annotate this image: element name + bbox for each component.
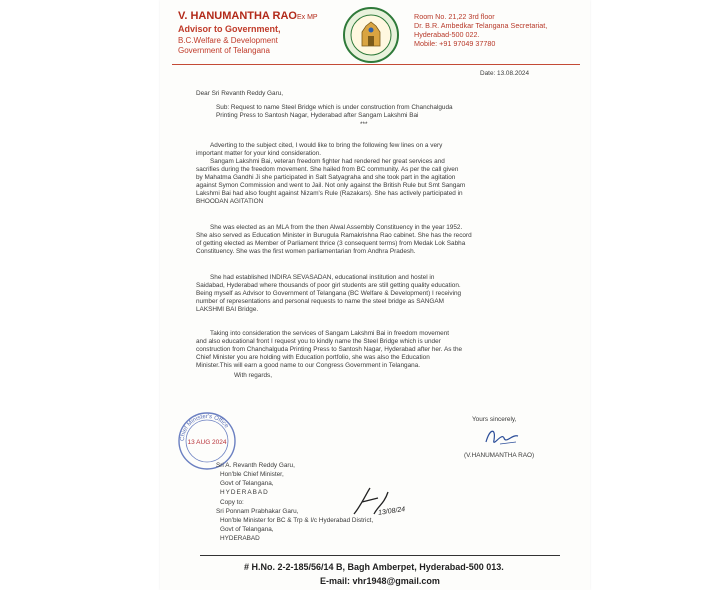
p3-line-4: number of representations and personal requests to name the steel bridge as SANGAM xyxy=(196,298,444,305)
subject-separator: *** xyxy=(360,121,368,128)
stamp-text: Chief Minister's Office xyxy=(179,413,230,442)
to-line-2: Hon'ble Chief Minister, xyxy=(220,471,284,478)
footer-email: E-mail: vhr1948@gmail.com xyxy=(320,576,440,586)
header-divider xyxy=(172,64,580,65)
to-line-4: HYDERABAD xyxy=(220,489,269,496)
p1-line-4: sacrifies during the freedom movement. She hailed from BC community. As per the call given xyxy=(196,166,459,173)
subject-line-1: Sub: Request to name Steel Bridge which is under construction from Chanchalguda xyxy=(216,104,453,111)
salutation: Dear Sri Revanth Reddy Garu, xyxy=(196,90,284,97)
p3-line-5: LAKSHMI BAI Bridge. xyxy=(196,306,259,313)
footer-divider xyxy=(200,555,560,556)
p4-line-5: Minister.This will earn a good name to our Congress Government in Telangana. xyxy=(196,362,421,369)
address-line-4: Mobile: +91 97049 37780 xyxy=(414,39,496,48)
address-line-3: Hyderabad-500 022. xyxy=(414,30,480,39)
p1-line-5: by Mahatma Gandhi Ji she participated in Salt Satyagraha and she took part in the agitation xyxy=(196,174,456,181)
to-line-1: Sri A. Revanth Reddy Garu, xyxy=(216,462,295,469)
sender-name-text: V. HANUMANTHA RAO xyxy=(178,10,297,22)
p1-line-7: Lakshmi Bai had also fought against Nizam's Rule (Razakars). She has actively participated in xyxy=(196,190,463,197)
p1-line-1: Adverting to the subject cited, I would like to bring the following few lines on a very xyxy=(210,142,443,149)
address-line-1: Room No. 21,22 3rd floor xyxy=(414,12,495,21)
stamp-date: 13 AUG 2024 xyxy=(187,439,227,446)
copy-line-2: Hon'ble Minister for BC & Trp & I/c Hyderabad District, xyxy=(220,517,374,524)
p2-line-1: She was elected as an MLA from the then Alwal Assembly Constituency in the year 1952. xyxy=(210,224,463,231)
sender-name xyxy=(178,10,318,22)
p1-line-2: important matter for your kind consideration. xyxy=(196,150,322,157)
telangana-emblem xyxy=(342,6,400,64)
footer-address: # H.No. 2-2-185/56/14 B, Bagh Amberpet, Hyderabad-500 013. xyxy=(244,562,504,572)
p1-line-6: against Symon Commission and went to Jail. Not only against the British Rule but Smt Sangam xyxy=(196,182,466,189)
p3-line-2: Saidabad, Hyderabad where thousands of poor girl students are still getting quality education. xyxy=(196,282,461,289)
p4-line-2: and also educational front I request you to kindly name the Steel Bridge which is under xyxy=(196,338,441,345)
p2-line-3: of getting elected as Member of Parliament thrice (3 consequent terms) from Medak Lok Sabha xyxy=(196,240,466,247)
signature-image xyxy=(482,424,522,450)
p3-line-1: She had established INDIRA SEVASADAN, educational institution and hostel in xyxy=(210,274,435,281)
p4-line-3: construction from Chanchalguda Printing Press to Santosh Nagar, Hyderabad after her. As the xyxy=(196,346,463,353)
p3-line-3: Being myself as Advisor to Government of Telangana (BC Welfare & Development) I receiving xyxy=(196,290,462,297)
letter-date: Date: 13.08.2024 xyxy=(480,70,530,77)
sender-name-suffix: Ex MP xyxy=(296,14,318,21)
handwritten-date: 13/08/24 xyxy=(377,506,406,517)
address-line-2: Dr. B.R. Ambedkar Telangana Secretariat, xyxy=(414,21,548,30)
sender-title-1: Advisor to Government, xyxy=(178,24,281,34)
letter-page xyxy=(160,0,590,590)
sender-title-3: Government of Telangana xyxy=(178,46,270,55)
p1-line-8: BHOODAN AGITATION xyxy=(196,198,264,205)
p2-line-4: Constituency. She was the first women parliamentarian from Andhra Pradesh. xyxy=(196,248,416,255)
copy-line-4: HYDERABAD xyxy=(220,535,260,542)
copy-label: Copy to: xyxy=(220,499,244,506)
signatory-name: (V.HANUMANTHA RAO) xyxy=(464,452,535,459)
p1-line-3: Sangam Lakshmi Bai, veteran freedom fighter had rendered her great services and xyxy=(210,158,445,165)
closing: With regards, xyxy=(234,372,273,379)
p4-line-4: Chief Minister you are holding with Education portfolio, she was also the Education xyxy=(196,354,430,361)
p2-line-2: She also served as Education Minister in Burugula Ramakrishna Rao cabinet. She has the record xyxy=(196,232,472,239)
yours-sincerely: Yours sincerely, xyxy=(472,416,517,423)
p4-line-1: Taking into consideration the services of Sangam Lakshmi Bai in freedom movement xyxy=(210,330,450,337)
subject-line-2: Printing Press to Santosh Nagar, Hyderabad after Sangam Lakshmi Bai xyxy=(216,112,419,119)
sender-title-2: B.C.Welfare & Development xyxy=(178,36,278,45)
copy-line-1: Sri Ponnam Prabhakar Garu, xyxy=(216,508,299,515)
to-line-3: Govt of Telangana, xyxy=(220,480,274,487)
copy-line-3: Govt of Telangana, xyxy=(220,526,274,533)
